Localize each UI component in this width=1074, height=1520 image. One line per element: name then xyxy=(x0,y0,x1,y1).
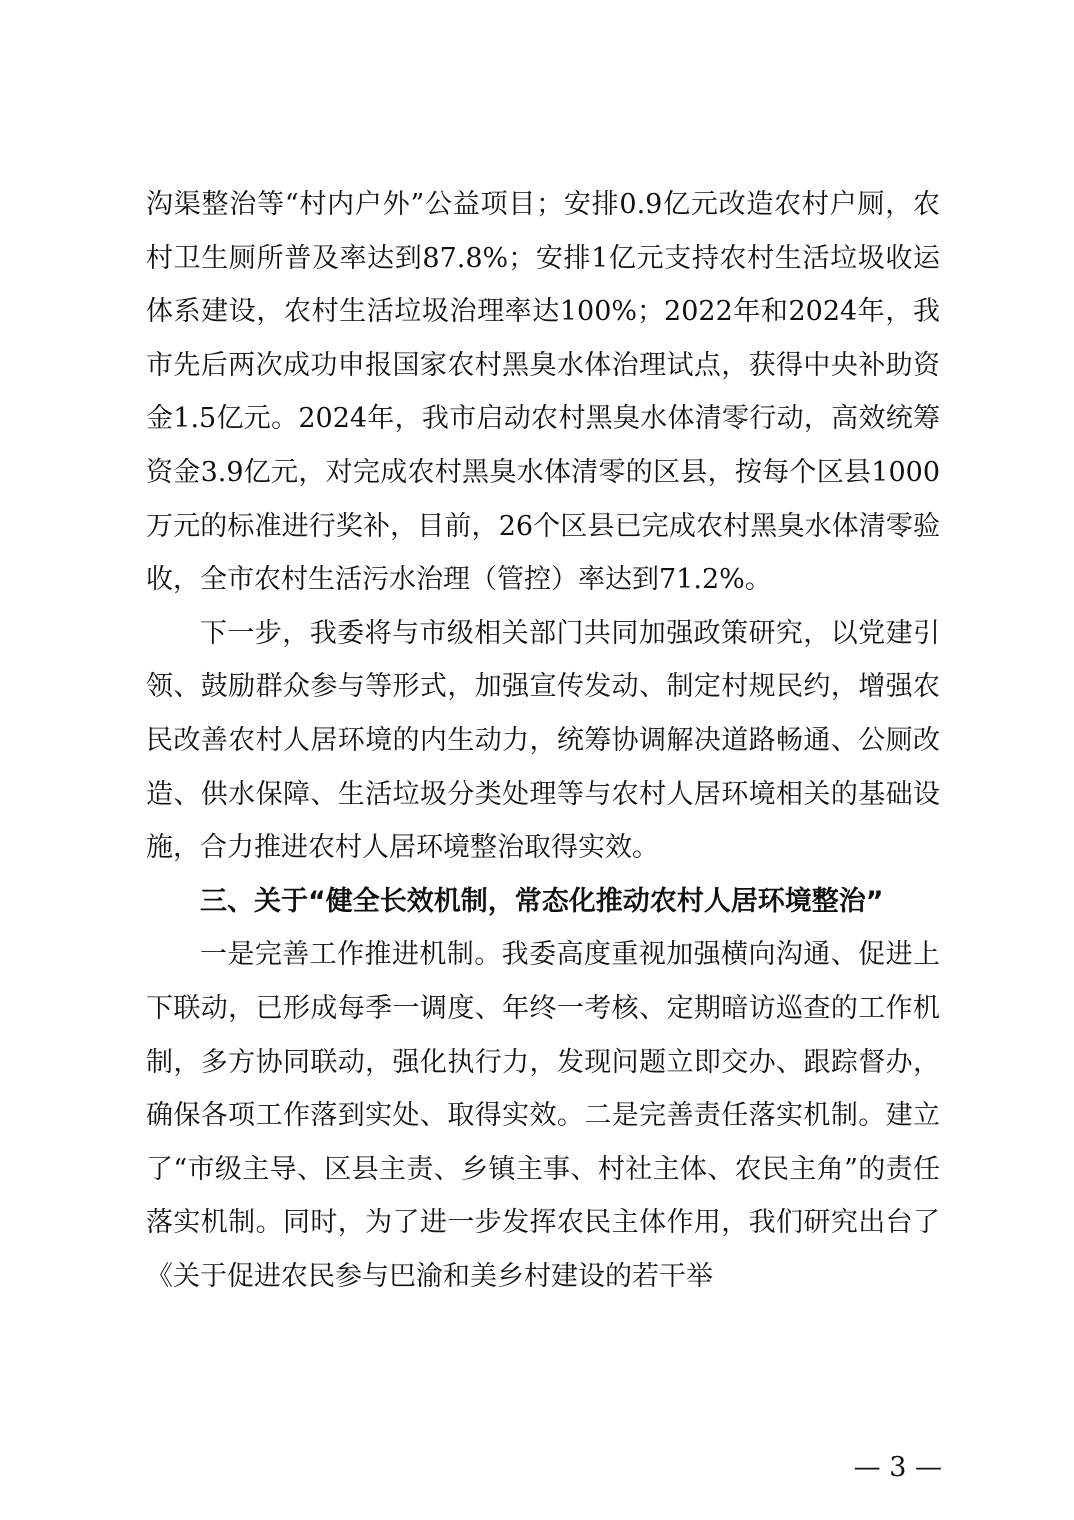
section-heading: 三、关于“健全长效机制，常态化推动农村人居环境整治” xyxy=(200,885,884,917)
paragraph-next-steps: 下一步，我委将与市级相关部门共同加强政策研究，以党建引领、鼓励群众参与等形式，加强宣传发动、制定村规民约，增强农民改善农村人居环境的内生动力，统筹协调解决道路畅通、公厕改造、供水保障、生活垃圾分类处理等与农村人居环境相关的基础设施，合力推进农村人居环境整治取得实效。 xyxy=(146,617,940,864)
paragraph-mechanism: 一是完善工作推进机制。我委高度重视加强横向沟通、促进上下联动，已形成每季一调度、年终一考核、定期暗访巡查的工作机制，多方协同联动，强化执行力，发现问题立即交办、跟踪督办，确保各项工作落到实处、取得实效。二是完善责任落实机制。建立了“市级主导、区县主责、乡镇主事、村社主体、农民主角”的责任落实机制。同时，为了进一步发挥农民主体作用，我们研究出台了《关于促进农民参与巴渝和美乡村建设的若干举 xyxy=(146,939,940,1292)
body-text xyxy=(146,178,940,1303)
page-number: — 3 — xyxy=(853,1452,942,1483)
paragraph-continuation: 沟渠整治等“村内户外”公益项目；安排0.9亿元改造农村户厕，农村卫生厕所普及率达到87.8%；安排1亿元支持农村生活垃圾收运体系建设，农村生活垃圾治理率达100%；2022年和2024年，我市先后两次成功申报国家农村黑臭水体治理试点，获得中央补助资金1.5亿元。2024年，我市启动农村黑臭水体清零行动，高效统筹资金3.9亿元，对完成农村黑臭水体清零的区县，按每个区县1000万元的标准进行奖补，目前，26个区县已完成农村黑臭水体清零验收，全市农村生活污水治理（管控）率达到71.2%。 xyxy=(146,189,940,596)
